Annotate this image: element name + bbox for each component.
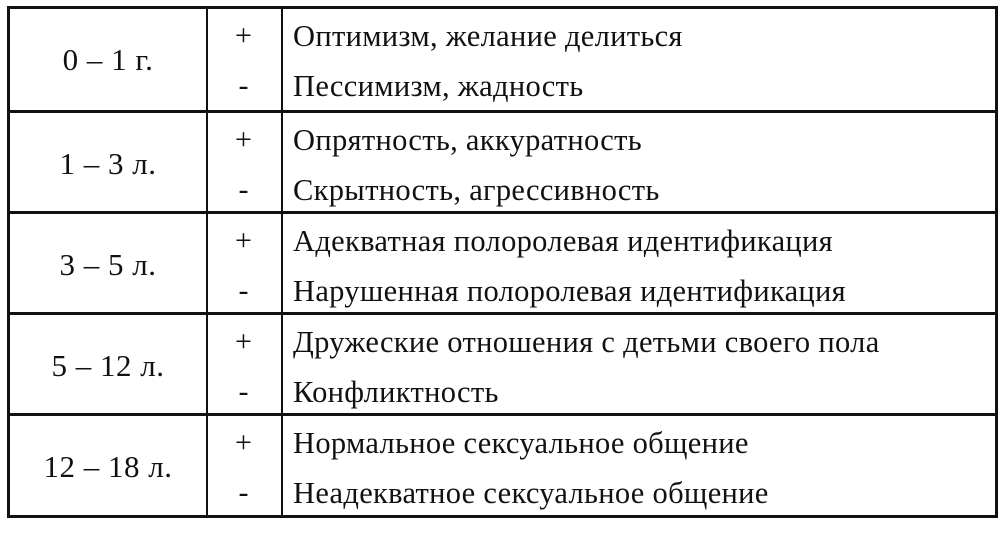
- minus-sign: -: [238, 173, 249, 206]
- development-table: [7, 6, 998, 518]
- positive-trait: Опрятность, аккуратность: [293, 123, 642, 157]
- description-cell: [283, 416, 995, 518]
- positive-trait: Адекватная полоролевая идентификация: [293, 224, 833, 258]
- negative-trait: Конфликтность: [293, 375, 499, 409]
- sign-cell: [206, 416, 283, 518]
- minus-sign: -: [238, 274, 249, 307]
- negative-trait: Неадекватное сексуальное общение: [293, 476, 769, 510]
- positive-trait: Дружеские отношения с детьми своего пола: [293, 325, 880, 359]
- minus-sign: -: [238, 476, 249, 509]
- table-row: [10, 110, 995, 214]
- plus-sign: +: [235, 123, 252, 156]
- plus-sign: +: [235, 224, 252, 257]
- negative-trait: Нарушенная полоролевая идентификация: [293, 274, 847, 308]
- age-cell: 0 – 1 г.: [10, 9, 208, 110]
- table-row: [10, 413, 995, 518]
- description-cell: [283, 9, 995, 110]
- age-cell: 1 – 3 л.: [10, 113, 208, 214]
- negative-trait: Скрытность, агрессивность: [293, 173, 660, 207]
- positive-trait: Оптимизм, желание делиться: [293, 19, 683, 53]
- plus-sign: +: [235, 325, 252, 358]
- description-cell: [283, 315, 995, 416]
- description-cell: [283, 214, 995, 315]
- table-row: [10, 211, 995, 315]
- plus-sign: +: [235, 19, 252, 52]
- sign-cell: [206, 315, 283, 416]
- minus-sign: -: [238, 69, 249, 102]
- plus-sign: +: [235, 426, 252, 459]
- age-cell: 3 – 5 л.: [10, 214, 208, 315]
- minus-sign: -: [238, 375, 249, 408]
- table-row: [10, 312, 995, 416]
- table-row: [10, 9, 995, 110]
- age-cell: 5 – 12 л.: [10, 315, 208, 416]
- positive-trait: Нормальное сексуальное общение: [293, 426, 749, 460]
- sign-cell: [206, 214, 283, 315]
- sign-cell: [206, 9, 283, 110]
- description-cell: [283, 113, 995, 214]
- sign-cell: [206, 113, 283, 214]
- negative-trait: Пессимизм, жадность: [293, 69, 584, 103]
- age-cell: 12 – 18 л.: [10, 416, 208, 518]
